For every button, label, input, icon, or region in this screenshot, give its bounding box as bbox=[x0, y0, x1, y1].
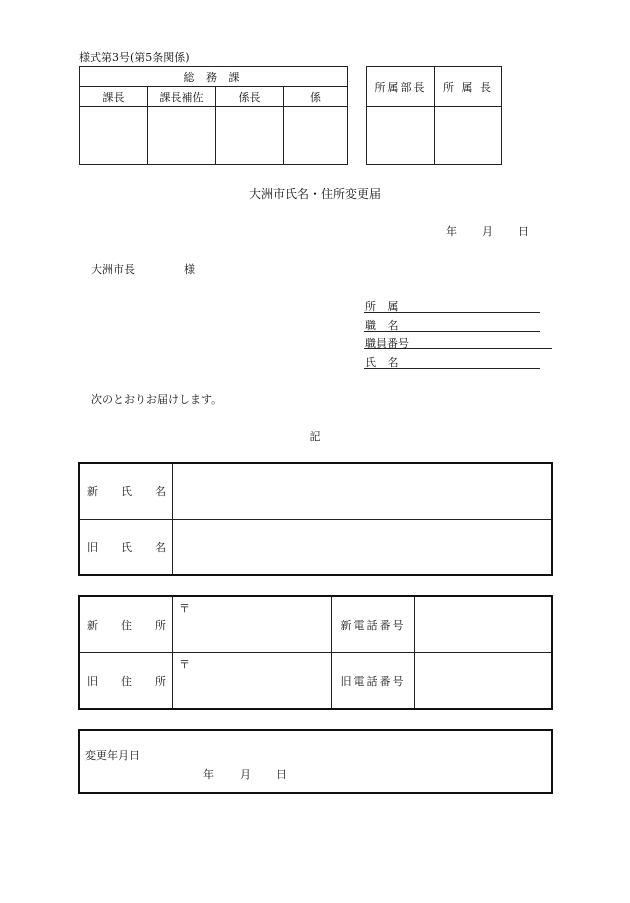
new-phone-label: 新電話番号 bbox=[332, 597, 415, 653]
addressee-honorific: 様 bbox=[184, 263, 195, 276]
old-name-label: 旧 氏 名 bbox=[80, 519, 173, 574]
stamp-box-department-head[interactable] bbox=[367, 107, 435, 165]
new-name-label: 新 氏 名 bbox=[80, 464, 173, 519]
postal-mark-icon: 〒 bbox=[179, 602, 190, 615]
staff-number-field[interactable] bbox=[364, 335, 552, 349]
general-affairs-approval-table bbox=[79, 66, 348, 165]
role-affiliation-head: 所 属 長 bbox=[435, 67, 502, 107]
old-phone-label: 旧電話番号 bbox=[332, 653, 415, 709]
department-header: 総 務 課 bbox=[80, 67, 348, 87]
stamp-box-affiliation-head[interactable] bbox=[435, 107, 502, 165]
document-title: 大洲市氏名・住所変更届 bbox=[248, 187, 381, 201]
old-address-label: 旧 住 所 bbox=[80, 653, 173, 709]
stamp-box-section-chief[interactable] bbox=[80, 107, 148, 165]
postal-mark-icon: 〒 bbox=[179, 658, 190, 671]
stamp-box-subsection-chief[interactable] bbox=[216, 107, 284, 165]
change-date-month: 月 bbox=[240, 768, 251, 781]
name-label: 氏 名 bbox=[365, 356, 403, 369]
role-staff: 係 bbox=[284, 87, 348, 107]
stamp-box-deputy-chief[interactable] bbox=[148, 107, 216, 165]
intro-text: 次のとおりお届けします。 bbox=[91, 393, 223, 406]
role-deputy-chief: 課長補佐 bbox=[148, 87, 216, 107]
note-mark: 記 bbox=[309, 430, 321, 443]
change-date-year: 年 bbox=[203, 768, 214, 781]
role-section-chief: 課長 bbox=[80, 87, 148, 107]
change-date-day: 日 bbox=[276, 768, 287, 781]
old-name-field[interactable] bbox=[173, 519, 552, 574]
job-title-label: 職 名 bbox=[365, 319, 403, 332]
stamp-box-staff[interactable] bbox=[284, 107, 348, 165]
job-title-field[interactable] bbox=[364, 317, 540, 332]
change-date-box[interactable] bbox=[78, 729, 553, 794]
date-day: 日 bbox=[518, 225, 529, 238]
new-address-field[interactable] bbox=[173, 597, 332, 653]
new-phone-field[interactable] bbox=[415, 597, 552, 653]
form-number: 様式第3号(第5条関係) bbox=[79, 51, 190, 64]
affiliation-approval-table bbox=[366, 66, 502, 165]
affiliation-label: 所 属 bbox=[365, 300, 403, 313]
role-subsection-chief: 係長 bbox=[216, 87, 284, 107]
staff-number-label: 職員番号 bbox=[365, 337, 409, 350]
old-address-field[interactable] bbox=[173, 653, 332, 709]
affiliation-field[interactable] bbox=[364, 298, 540, 313]
new-address-label: 新 住 所 bbox=[80, 597, 173, 653]
name-change-table bbox=[78, 462, 553, 576]
date-month: 月 bbox=[482, 225, 493, 238]
change-date-label: 変更年月日 bbox=[85, 749, 140, 762]
old-phone-field[interactable] bbox=[415, 653, 552, 709]
address-change-table bbox=[78, 595, 553, 710]
new-name-field[interactable] bbox=[173, 464, 552, 519]
name-field[interactable] bbox=[364, 354, 540, 369]
role-department-head: 所属部長 bbox=[367, 67, 435, 107]
addressee-name: 大洲市長 bbox=[91, 263, 135, 276]
date-year: 年 bbox=[446, 225, 457, 238]
